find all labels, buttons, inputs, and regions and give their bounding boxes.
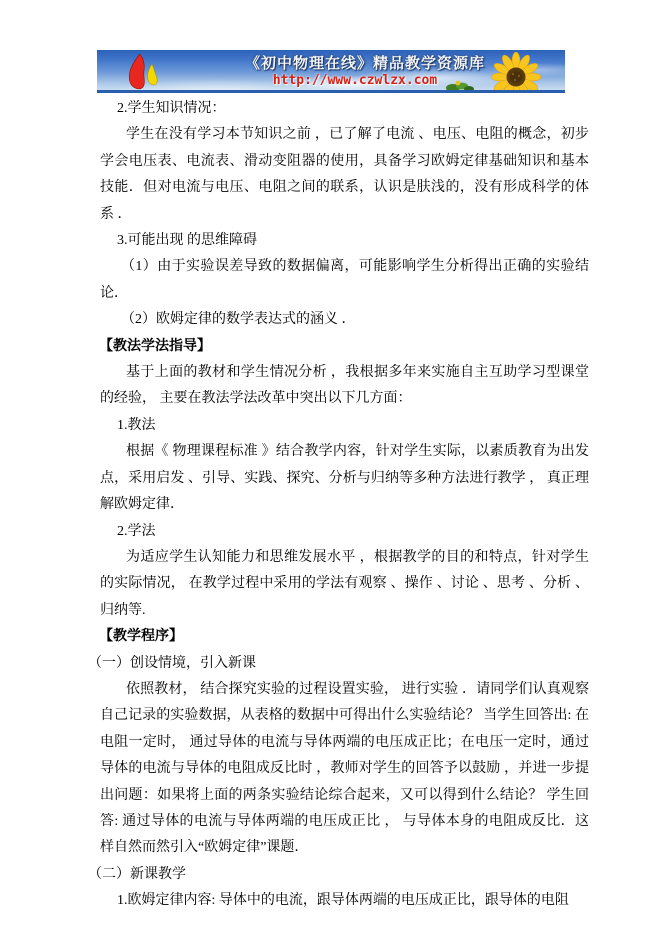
paragraph: 依照教材， 结合探究实验的过程设置实验， 进行实验 ．请同学们认真观察自己记录的实验数据，从表格的数据中可得出什么实验结论？ 当学生回答出: 在电阻一定时， 通过导体的电流与导体两端的电压成正比；在电压一定时，通过导体的电流与导体的电阻成反比时 ，教师对学生的回答予以鼓励 ，并进一步提出问题：如果将上面的两条实验结论综合起来，又可以得到什么结论？ 学生回答: 通过导体的电流与导体两端的电压成正比 ， 与导体本身的电阻成反比．这样自然而然引入“欧姆定律”课题．	[100, 681, 589, 856]
flame-logo-icon	[123, 53, 169, 93]
site-url: http://www.czwlzx.com	[272, 73, 438, 88]
paragraph: （2）欧姆定律的数学表达式的涵义 ．	[121, 312, 356, 328]
site-banner	[97, 50, 565, 93]
paragraph: 学生在没有学习本节知识之前 ，已了解了电流 、电压、电阻的概念，初步学会电压表、电流表、滑动变阻器的使用，具备学习欧姆定律基础知识和基本技能．但对电流与电压、电阻之间的联系，认识是肤浅的，没有形成科学的体系 ．	[100, 127, 589, 222]
paragraph: （一）创设情境，引入新课	[88, 655, 256, 671]
sunflower-icon	[491, 52, 541, 93]
paragraph: （1）由于实验误差导致的数据偏离，可能影响学生分析得出正确的实验结论．	[100, 259, 589, 301]
paragraph: 【教法学法指导】	[99, 338, 211, 354]
document-body	[88, 96, 589, 915]
paragraph: （二）新课教学	[88, 866, 186, 882]
paragraph: 为适应学生认知能力和思维发展水平 ，根据教学的目的和特点，针对学生的实际情况， 在教学过程中采用的学法有观察 、操作 、讨论 、思考 、分析 、归纳等.	[100, 549, 589, 618]
paragraph: 基于上面的教材和学生情况分析 ，我根据多年来实施自主互助学习型课堂的经验， 主要在教法学法改革中突出以下几方面：	[100, 365, 589, 407]
paragraph: 2.学法	[117, 523, 156, 539]
paragraph: 3.可能出现 的思维障碍	[117, 233, 257, 249]
paragraph: 1.欧姆定律内容: 导体中的电流，跟导体两端的电压成正比，跟导体的电阻	[117, 893, 569, 909]
site-title: 《初中物理在线》精品教学资源库	[245, 56, 486, 72]
paragraph: 1.教法	[117, 417, 156, 433]
paragraph: 根据《 物理课程标准 》结合教学内容，针对学生实际，以素质教育为出发点，采用启发 、引导、实践、探究、分析与归纳等多种方法进行教学 ， 真正理解欧姆定律．	[100, 444, 589, 513]
plant-icon	[445, 79, 475, 93]
paragraph: 【教学程序】	[99, 629, 183, 645]
paragraph: 2.学生知识情况：	[117, 101, 226, 116]
